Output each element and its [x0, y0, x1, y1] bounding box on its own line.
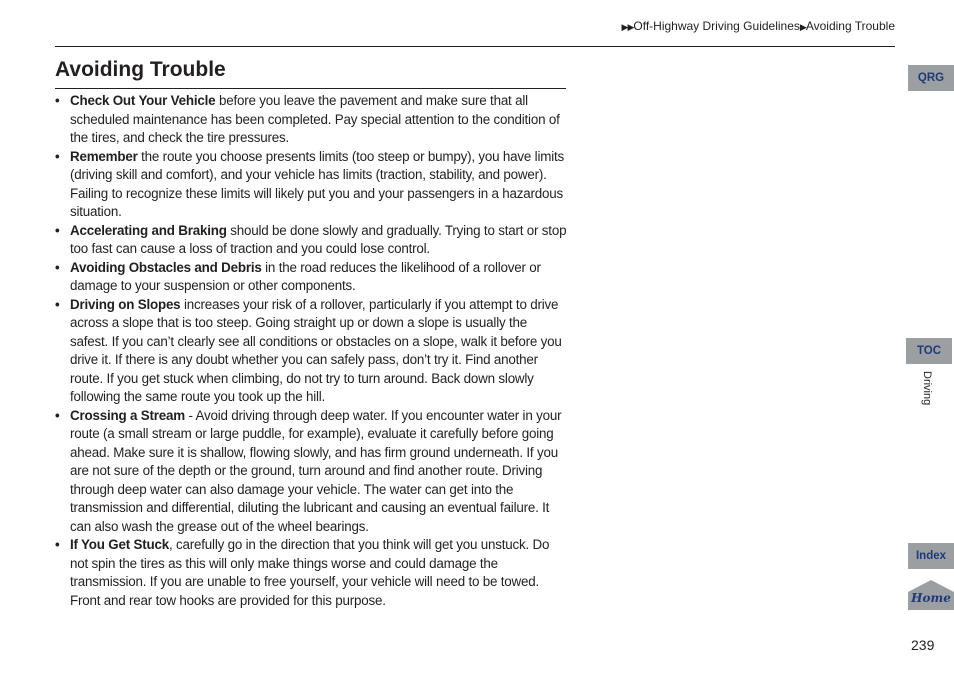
list-item: [55, 536, 567, 610]
home-button[interactable]: [908, 579, 954, 610]
bullet-list: [55, 92, 567, 610]
list-item: [55, 259, 567, 296]
list-item-heading: Avoiding Obstacles and Debris: [70, 259, 262, 275]
bullet-icon: •: [55, 259, 60, 275]
list-item-text: in the road reduces the likelihood of a rollover or damage to your suspension or other components.: [70, 259, 541, 293]
double-arrow-icon: ▶▶: [621, 22, 634, 32]
home-icon: [908, 579, 954, 610]
list-item-heading: Crossing a Stream: [70, 407, 185, 423]
home-label: Home: [911, 591, 951, 605]
list-item-heading: Driving on Slopes: [70, 296, 181, 312]
header-divider: [55, 46, 895, 47]
list-item-heading: Remember: [70, 148, 138, 164]
list-item: [55, 92, 567, 148]
chapter-label: Driving: [921, 371, 933, 406]
index-tab-button[interactable]: Index: [908, 543, 954, 569]
list-item: [55, 407, 567, 537]
list-item: [55, 296, 567, 407]
toc-tab-button[interactable]: TOC: [906, 338, 952, 364]
qrg-tab-button[interactable]: QRG: [908, 65, 954, 91]
list-item-text: before you leave the pavement and make sure that all scheduled maintenance has been completed. Pay special attention to the condition of the tires, and check the tire pressures.: [70, 93, 560, 145]
list-item-text: should be done slowly and gradually. Trying to start or stop too fast can cause a loss of traction and you could lose control.: [70, 222, 567, 256]
breadcrumb-section-link[interactable]: Off-Highway Driving Guidelines: [633, 19, 800, 33]
bullet-icon: •: [55, 537, 60, 552]
list-item-text: the route you choose presents limits (too steep or bumpy), you have limits (driving skill and comfort), and your vehicle has limits (traction, stability, and power). Failing to recognize these limits will likely put you and your passengers in a hazardous situation.: [70, 148, 564, 219]
breadcrumb-current: Avoiding Trouble: [805, 19, 895, 33]
breadcrumb: [622, 19, 895, 33]
list-item: [55, 148, 567, 222]
bullet-icon: •: [55, 148, 60, 164]
page-number: 239: [911, 637, 935, 653]
arrow-icon: ▶: [799, 22, 806, 32]
list-item-heading: Check Out Your Vehicle: [70, 93, 216, 108]
bullet-icon: •: [55, 93, 60, 108]
bullet-icon: •: [55, 407, 60, 423]
bullet-icon: •: [55, 296, 60, 312]
list-item: [55, 222, 567, 259]
title-divider: [55, 88, 566, 89]
list-item-heading: Accelerating and Braking: [70, 222, 227, 238]
bullet-icon: •: [55, 222, 60, 238]
list-item-text: increases your risk of a rollover, particularly if you attempt to drive across a slope that is too steep. Going straight up or down a slope is usually the safest. If you can’t clearly see all conditions or obstacles on a slope, walk it before you drive it. If there is any doubt whether you can safely pass, don’t try it. Find another route. If you get stuck when climbing, do not try to turn around. Back down slowly following the same route you took up the hill.: [70, 296, 562, 404]
list-item-heading: If You Get Stuck: [70, 537, 169, 552]
page-title: Avoiding Trouble: [55, 58, 226, 81]
list-item-text: , carefully go in the direction that you think will get you unstuck. Do not spin the tires as this will only make things worse and could damage the transmission. If you are unable to free yourself, your vehicle will need to be towed. Front and rear tow hooks are provided for this purpose.: [70, 537, 550, 608]
list-item-text: - Avoid driving through deep water. If you encounter water in your route (a small stream or large puddle, for example), evaluate it carefully before going ahead. Make sure it is shallow, flowing slowly, and has firm ground underneath. If you are not sure of the depth or the ground, turn around and find another route. Driving through deep water can also damage your vehicle. The water can get into the transmission and differential, diluting the lubricant and causing an eventual failure. It can also wash the grease out of the wheel bearings.: [70, 407, 562, 534]
